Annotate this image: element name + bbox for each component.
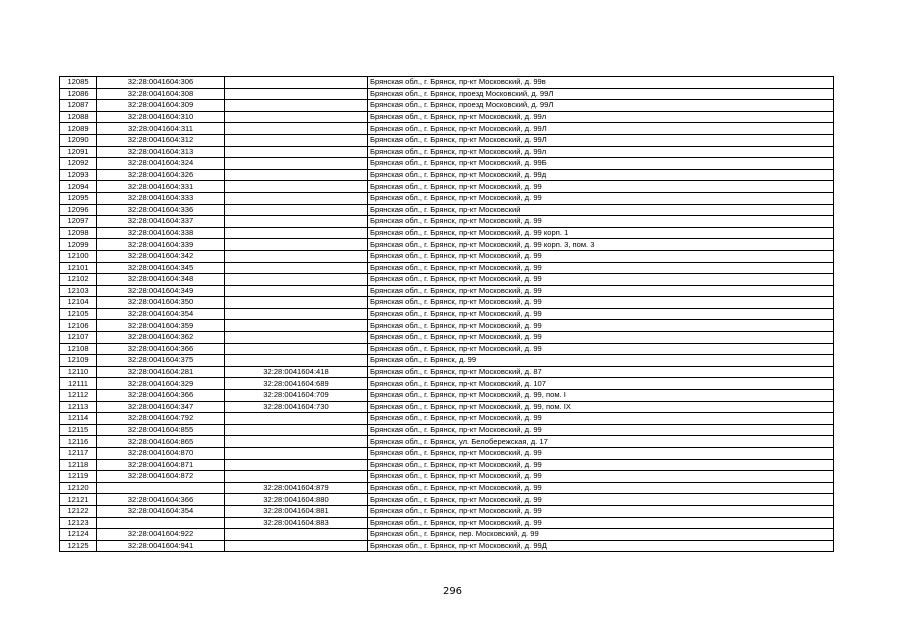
related-cadastral-number-cell — [225, 250, 368, 262]
row-number-cell: 12087 — [60, 100, 97, 112]
related-cadastral-number-cell: 32:28:0041604:730 — [225, 401, 368, 413]
related-cadastral-number-cell: 32:28:0041604:689 — [225, 378, 368, 390]
address-cell: Брянская обл., г. Брянск, пр-кт Московский, д. 99, пом. I — [368, 390, 834, 402]
row-number-cell: 12104 — [60, 297, 97, 309]
address-cell: Брянская обл., г. Брянск, пр-кт Московский, д. 99в — [368, 77, 834, 89]
cadastral-number-cell: 32:28:0041604:308 — [97, 88, 225, 100]
address-cell: Брянская обл., г. Брянск, пр-кт Московский, д. 99 — [368, 413, 834, 425]
table-row — [60, 308, 834, 320]
row-number-cell: 12096 — [60, 204, 97, 216]
related-cadastral-number-cell — [225, 540, 368, 552]
cadastral-number-cell: 32:28:0041604:281 — [97, 366, 225, 378]
table-row — [60, 204, 834, 216]
related-cadastral-number-cell — [225, 77, 368, 89]
table-row — [60, 355, 834, 367]
address-cell: Брянская обл., г. Брянск, пр-кт Московский, д. 99 — [368, 216, 834, 228]
cadastral-number-cell: 32:28:0041604:326 — [97, 169, 225, 181]
related-cadastral-number-cell — [225, 308, 368, 320]
registry-table-body — [60, 77, 834, 552]
related-cadastral-number-cell — [225, 192, 368, 204]
related-cadastral-number-cell — [225, 413, 368, 425]
cadastral-number-cell: 32:28:0041604:310 — [97, 111, 225, 123]
cadastral-number-cell: 32:28:0041604:922 — [97, 529, 225, 541]
cadastral-number-cell: 32:28:0041604:870 — [97, 448, 225, 460]
row-number-cell: 12085 — [60, 77, 97, 89]
cadastral-number-cell: 32:28:0041604:333 — [97, 192, 225, 204]
address-cell: Брянская обл., г. Брянск, пр-кт Московский, д. 99 — [368, 517, 834, 529]
cadastral-number-cell: 32:28:0041604:324 — [97, 158, 225, 170]
table-row — [60, 366, 834, 378]
table-row — [60, 250, 834, 262]
related-cadastral-number-cell — [225, 529, 368, 541]
table-row — [60, 424, 834, 436]
table-row — [60, 378, 834, 390]
related-cadastral-number-cell — [225, 343, 368, 355]
address-cell: Брянская обл., г. Брянск, пр-кт Московский, д. 99 — [368, 471, 834, 483]
cadastral-number-cell: 32:28:0041604:871 — [97, 459, 225, 471]
table-row — [60, 77, 834, 89]
related-cadastral-number-cell: 32:28:0041604:418 — [225, 366, 368, 378]
cadastral-number-cell: 32:28:0041604:306 — [97, 77, 225, 89]
address-cell: Брянская обл., г. Брянск, ул. Белобережская, д. 17 — [368, 436, 834, 448]
address-cell: Брянская обл., г. Брянск, проезд Московский, д. 99Л — [368, 100, 834, 112]
address-cell: Брянская обл., г. Брянск, пр-кт Московский, д. 99 — [368, 250, 834, 262]
address-cell: Брянская обл., г. Брянск, пр-кт Московский — [368, 204, 834, 216]
related-cadastral-number-cell — [225, 181, 368, 193]
cadastral-number-cell: 32:28:0041604:354 — [97, 505, 225, 517]
cadastral-number-cell: 32:28:0041604:941 — [97, 540, 225, 552]
cadastral-number-cell: 32:28:0041604:338 — [97, 227, 225, 239]
row-number-cell: 12115 — [60, 424, 97, 436]
address-cell: Брянская обл., г. Брянск, пр-кт Московский, д. 99 корп. 1 — [368, 227, 834, 239]
table-row — [60, 517, 834, 529]
table-row — [60, 134, 834, 146]
row-number-cell: 12121 — [60, 494, 97, 506]
address-cell: Брянская обл., г. Брянск, пр-кт Московский, д. 99 — [368, 274, 834, 286]
row-number-cell: 12093 — [60, 169, 97, 181]
related-cadastral-number-cell — [225, 111, 368, 123]
row-number-cell: 12122 — [60, 505, 97, 517]
table-row — [60, 169, 834, 181]
cadastral-number-cell: 32:28:0041604:342 — [97, 250, 225, 262]
address-cell: Брянская обл., г. Брянск, пр-кт Московский, д. 99Л — [368, 123, 834, 135]
cadastral-number-cell: 32:28:0041604:337 — [97, 216, 225, 228]
row-number-cell: 12106 — [60, 320, 97, 332]
related-cadastral-number-cell — [225, 355, 368, 367]
table-row — [60, 111, 834, 123]
related-cadastral-number-cell: 32:28:0041604:709 — [225, 390, 368, 402]
cadastral-number-cell: 32:28:0041604:855 — [97, 424, 225, 436]
address-cell: Брянская обл., г. Брянск, пр-кт Московский, д. 99 — [368, 332, 834, 344]
related-cadastral-number-cell — [225, 424, 368, 436]
address-cell: Брянская обл., г. Брянск, пр-кт Московский, д. 99 — [368, 448, 834, 460]
related-cadastral-number-cell — [225, 146, 368, 158]
address-cell: Брянская обл., г. Брянск, пр-кт Московский, д. 99 — [368, 285, 834, 297]
table-row — [60, 448, 834, 460]
address-cell: Брянская обл., г. Брянск, пр-кт Московский, д. 99 — [368, 494, 834, 506]
table-row — [60, 390, 834, 402]
registry-table — [59, 76, 834, 552]
table-row — [60, 239, 834, 251]
related-cadastral-number-cell — [225, 262, 368, 274]
related-cadastral-number-cell: 32:28:0041604:883 — [225, 517, 368, 529]
row-number-cell: 12102 — [60, 274, 97, 286]
row-number-cell: 12123 — [60, 517, 97, 529]
address-cell: Брянская обл., г. Брянск, пр-кт Московский, д. 99 — [368, 192, 834, 204]
related-cadastral-number-cell — [225, 169, 368, 181]
table-row — [60, 274, 834, 286]
row-number-cell: 12105 — [60, 308, 97, 320]
cadastral-number-cell: 32:28:0041604:359 — [97, 320, 225, 332]
address-cell: Брянская обл., г. Брянск, пр-кт Московский, д. 99 — [368, 482, 834, 494]
cadastral-number-cell: 32:28:0041604:309 — [97, 100, 225, 112]
related-cadastral-number-cell — [225, 285, 368, 297]
table-row — [60, 343, 834, 355]
address-cell: Брянская обл., г. Брянск, пр-кт Московский, д. 99 — [368, 505, 834, 517]
related-cadastral-number-cell — [225, 320, 368, 332]
table-row — [60, 88, 834, 100]
cadastral-number-cell: 32:28:0041604:312 — [97, 134, 225, 146]
related-cadastral-number-cell — [225, 158, 368, 170]
row-number-cell: 12101 — [60, 262, 97, 274]
row-number-cell: 12091 — [60, 146, 97, 158]
row-number-cell: 12120 — [60, 482, 97, 494]
row-number-cell: 12092 — [60, 158, 97, 170]
row-number-cell: 12109 — [60, 355, 97, 367]
row-number-cell: 12088 — [60, 111, 97, 123]
address-cell: Брянская обл., г. Брянск, пер. Московский, д. 99 — [368, 529, 834, 541]
row-number-cell: 12086 — [60, 88, 97, 100]
related-cadastral-number-cell — [225, 134, 368, 146]
row-number-cell: 12097 — [60, 216, 97, 228]
table-row — [60, 123, 834, 135]
address-cell: Брянская обл., г. Брянск, пр-кт Московский, д. 99 — [368, 262, 834, 274]
address-cell: Брянская обл., г. Брянск, пр-кт Московский, д. 99 — [368, 181, 834, 193]
table-row — [60, 459, 834, 471]
address-cell: Брянская обл., г. Брянск, проезд Московский, д. 99Л — [368, 88, 834, 100]
address-cell: Брянская обл., г. Брянск, пр-кт Московский, д. 99 корп. 3, пом. 3 — [368, 239, 834, 251]
row-number-cell: 12111 — [60, 378, 97, 390]
address-cell: Брянская обл., г. Брянск, пр-кт Московский, д. 99 — [368, 308, 834, 320]
table-row — [60, 227, 834, 239]
table-row — [60, 158, 834, 170]
table-row — [60, 540, 834, 552]
related-cadastral-number-cell — [225, 274, 368, 286]
cadastral-number-cell: 32:28:0041604:329 — [97, 378, 225, 390]
row-number-cell: 12090 — [60, 134, 97, 146]
table-row — [60, 297, 834, 309]
related-cadastral-number-cell — [225, 216, 368, 228]
cadastral-number-cell: 32:28:0041604:362 — [97, 332, 225, 344]
row-number-cell: 12094 — [60, 181, 97, 193]
cadastral-number-cell: 32:28:0041604:349 — [97, 285, 225, 297]
cadastral-number-cell: 32:28:0041604:354 — [97, 308, 225, 320]
address-cell: Брянская обл., г. Брянск, д. 99 — [368, 355, 834, 367]
table-row — [60, 505, 834, 517]
row-number-cell: 12125 — [60, 540, 97, 552]
cadastral-number-cell: 32:28:0041604:311 — [97, 123, 225, 135]
cadastral-number-cell: 32:28:0041604:366 — [97, 494, 225, 506]
related-cadastral-number-cell — [225, 239, 368, 251]
table-row — [60, 262, 834, 274]
row-number-cell: 12117 — [60, 448, 97, 460]
row-number-cell: 12095 — [60, 192, 97, 204]
related-cadastral-number-cell: 32:28:0041604:879 — [225, 482, 368, 494]
cadastral-number-cell: 32:28:0041604:331 — [97, 181, 225, 193]
address-cell: Брянская обл., г. Брянск, пр-кт Московский, д. 99Д — [368, 540, 834, 552]
table-row — [60, 529, 834, 541]
table-row — [60, 413, 834, 425]
related-cadastral-number-cell — [225, 471, 368, 483]
address-cell: Брянская обл., г. Брянск, пр-кт Московский, д. 99 — [368, 320, 834, 332]
row-number-cell: 12112 — [60, 390, 97, 402]
row-number-cell: 12110 — [60, 366, 97, 378]
related-cadastral-number-cell — [225, 123, 368, 135]
address-cell: Брянская обл., г. Брянск, пр-кт Московский, д. 99л — [368, 146, 834, 158]
cadastral-number-cell: 32:28:0041604:872 — [97, 471, 225, 483]
table-row — [60, 332, 834, 344]
table-row — [60, 100, 834, 112]
row-number-cell: 12089 — [60, 123, 97, 135]
row-number-cell: 12124 — [60, 529, 97, 541]
address-cell: Брянская обл., г. Брянск, пр-кт Московский, д. 107 — [368, 378, 834, 390]
row-number-cell: 12119 — [60, 471, 97, 483]
cadastral-number-cell: 32:28:0041604:345 — [97, 262, 225, 274]
address-cell: Брянская обл., г. Брянск, пр-кт Московский, д. 99 — [368, 459, 834, 471]
table-row — [60, 146, 834, 158]
related-cadastral-number-cell — [225, 459, 368, 471]
row-number-cell: 12114 — [60, 413, 97, 425]
cadastral-number-cell: 32:28:0041604:348 — [97, 274, 225, 286]
row-number-cell: 12118 — [60, 459, 97, 471]
table-row — [60, 285, 834, 297]
related-cadastral-number-cell — [225, 448, 368, 460]
row-number-cell: 12100 — [60, 250, 97, 262]
cadastral-number-cell — [97, 517, 225, 529]
related-cadastral-number-cell — [225, 297, 368, 309]
cadastral-number-cell — [97, 482, 225, 494]
page-number: 296 — [442, 586, 463, 597]
related-cadastral-number-cell — [225, 436, 368, 448]
row-number-cell: 12098 — [60, 227, 97, 239]
cadastral-number-cell: 32:28:0041604:865 — [97, 436, 225, 448]
cadastral-number-cell: 32:28:0041604:313 — [97, 146, 225, 158]
related-cadastral-number-cell — [225, 88, 368, 100]
address-cell: Брянская обл., г. Брянск, пр-кт Московский, д. 99 — [368, 343, 834, 355]
row-number-cell: 12103 — [60, 285, 97, 297]
cadastral-number-cell: 32:28:0041604:375 — [97, 355, 225, 367]
table-row — [60, 192, 834, 204]
address-cell: Брянская обл., г. Брянск, пр-кт Московский, д. 87 — [368, 366, 834, 378]
table-row — [60, 181, 834, 193]
table-row — [60, 482, 834, 494]
table-row — [60, 471, 834, 483]
related-cadastral-number-cell — [225, 227, 368, 239]
address-cell: Брянская обл., г. Брянск, пр-кт Московский, д. 99Л — [368, 134, 834, 146]
address-cell: Брянская обл., г. Брянск, пр-кт Московский, д. 99, пом. IX — [368, 401, 834, 413]
related-cadastral-number-cell — [225, 332, 368, 344]
row-number-cell: 12108 — [60, 343, 97, 355]
cadastral-number-cell: 32:28:0041604:366 — [97, 343, 225, 355]
table-row — [60, 494, 834, 506]
row-number-cell: 12099 — [60, 239, 97, 251]
related-cadastral-number-cell — [225, 204, 368, 216]
cadastral-number-cell: 32:28:0041604:336 — [97, 204, 225, 216]
row-number-cell: 12107 — [60, 332, 97, 344]
cadastral-number-cell: 32:28:0041604:792 — [97, 413, 225, 425]
cadastral-number-cell: 32:28:0041604:347 — [97, 401, 225, 413]
related-cadastral-number-cell — [225, 100, 368, 112]
address-cell: Брянская обл., г. Брянск, пр-кт Московский, д. 99 — [368, 297, 834, 309]
table-row — [60, 320, 834, 332]
related-cadastral-number-cell: 32:28:0041604:881 — [225, 505, 368, 517]
address-cell: Брянская обл., г. Брянск, пр-кт Московский, д. 99д — [368, 169, 834, 181]
cadastral-number-cell: 32:28:0041604:339 — [97, 239, 225, 251]
row-number-cell: 12113 — [60, 401, 97, 413]
related-cadastral-number-cell: 32:28:0041604:880 — [225, 494, 368, 506]
row-number-cell: 12116 — [60, 436, 97, 448]
cadastral-number-cell: 32:28:0041604:350 — [97, 297, 225, 309]
cadastral-number-cell: 32:28:0041604:366 — [97, 390, 225, 402]
table-row — [60, 401, 834, 413]
table-row — [60, 216, 834, 228]
address-cell: Брянская обл., г. Брянск, пр-кт Московский, д. 99Б — [368, 158, 834, 170]
address-cell: Брянская обл., г. Брянск, пр-кт Московский, д. 99л — [368, 111, 834, 123]
address-cell: Брянская обл., г. Брянск, пр-кт Московский, д. 99 — [368, 424, 834, 436]
table-row — [60, 436, 834, 448]
